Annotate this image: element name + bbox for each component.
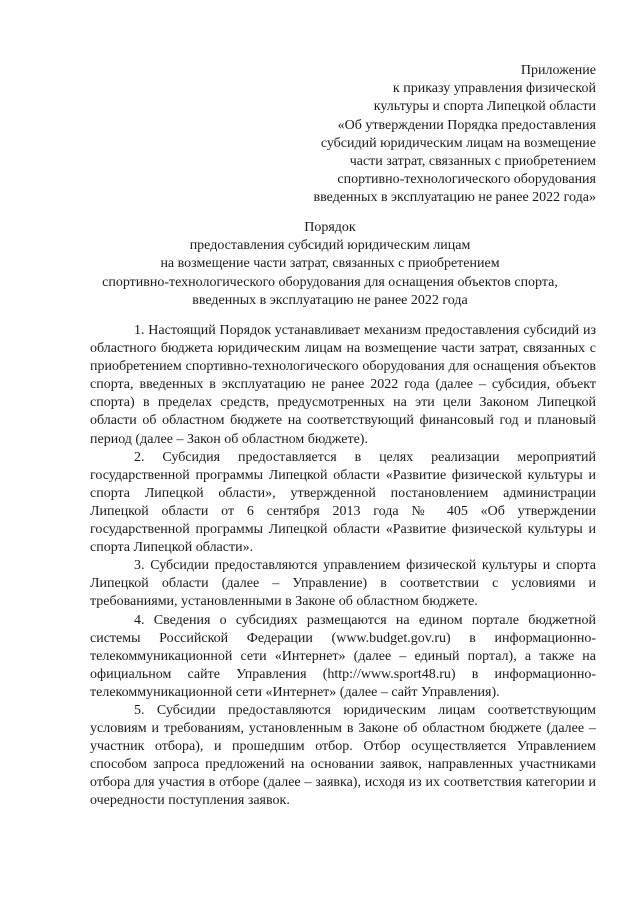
paragraph-3: 3. Субсидии предоставляются управлением физической культуры и спорта Липецкой области (далее – Управление) в соответствии с условиями и требованиями, установленными в Законе об областном бюджете. [90, 558, 596, 610]
title-line: предоставления субсидий юридическим лицам [189, 238, 471, 254]
appendix-block [266, 62, 596, 208]
appendix-line: Приложение [520, 63, 596, 78]
title-line: введенных в эксплуатацию не ранее 2022 года [192, 292, 468, 308]
title-heading: Порядок [304, 220, 356, 235]
appendix-line: к приказу управления физической [392, 81, 596, 97]
paragraph-1: 1. Настоящий Порядок устанавливает механизм предоставления субсидий из областного бюджета юридическим лицам на возмещение части затрат, связанных с приобретением спортивно-технологического оборудования для оснащения объектов спорта, введенных в эксплуатацию не ранее 2022 года (далее – субсидия, объект спорта) в пределах средств, предусмотренных на эти цели Законом Липецкой области об областном бюджете на соответствующий финансовый год и плановый период (далее – Закон об областном бюджете). [90, 323, 596, 447]
paragraph-2: 2. Субсидия предоставляется в целях реализации мероприятий государственной программы Липецкой области «Развитие физической культуры и спорта Липецкой области», утвержденной постановлением администрации Липецкой области от 6 сентября 2013 года № 405 «Об утверждении государственной программы Липецкой области «Развитие физической культуры и спорта Липецкой области». [90, 449, 596, 556]
appendix-line: «Об утверждении Порядка предоставления [337, 117, 596, 133]
paragraph-5: 5. Субсидии предоставляются юридическим лицам соответствующим условиям и требованиям, установленным в Законе об областном бюджете (далее – участник отбора), и прошедшим отбор. Отбор осуществляется Управлением способом запроса предложений на основании заявок, направленных участниками отбора для участия в отборе (далее – заявка), исходя из их соответствия категории и очередности поступления заявок. [90, 702, 596, 809]
appendix-line: субсидий юридическим лицам на возмещение [320, 135, 596, 151]
document-body [90, 322, 596, 811]
appendix-line: культуры и спорта Липецкой области [373, 99, 596, 115]
appendix-line: введенных в эксплуатацию не ранее 2022 года» [313, 190, 596, 206]
document-title [60, 219, 600, 310]
title-line: спортивно-технологического оборудования для оснащения объектов спорта, [102, 274, 558, 290]
appendix-line: спортивно-технологического оборудования [337, 172, 596, 188]
paragraph-4: 4. Сведения о субсидиях размещаются на едином портале бюджетной системы Российской Федерации (www.budget.gov.ru) в информационно-телекоммуникационной сети «Интернет» (далее – единый портал), а также на официальном сайте Управления (http://www.sport48.ru) в информационно-телекоммуникационной сети «Интернет» (далее – сайт Управления). [90, 612, 596, 700]
title-line: на возмещение части затрат, связанных с приобретением [160, 256, 500, 272]
appendix-line: части затрат, связанных с приобретением [349, 154, 596, 170]
